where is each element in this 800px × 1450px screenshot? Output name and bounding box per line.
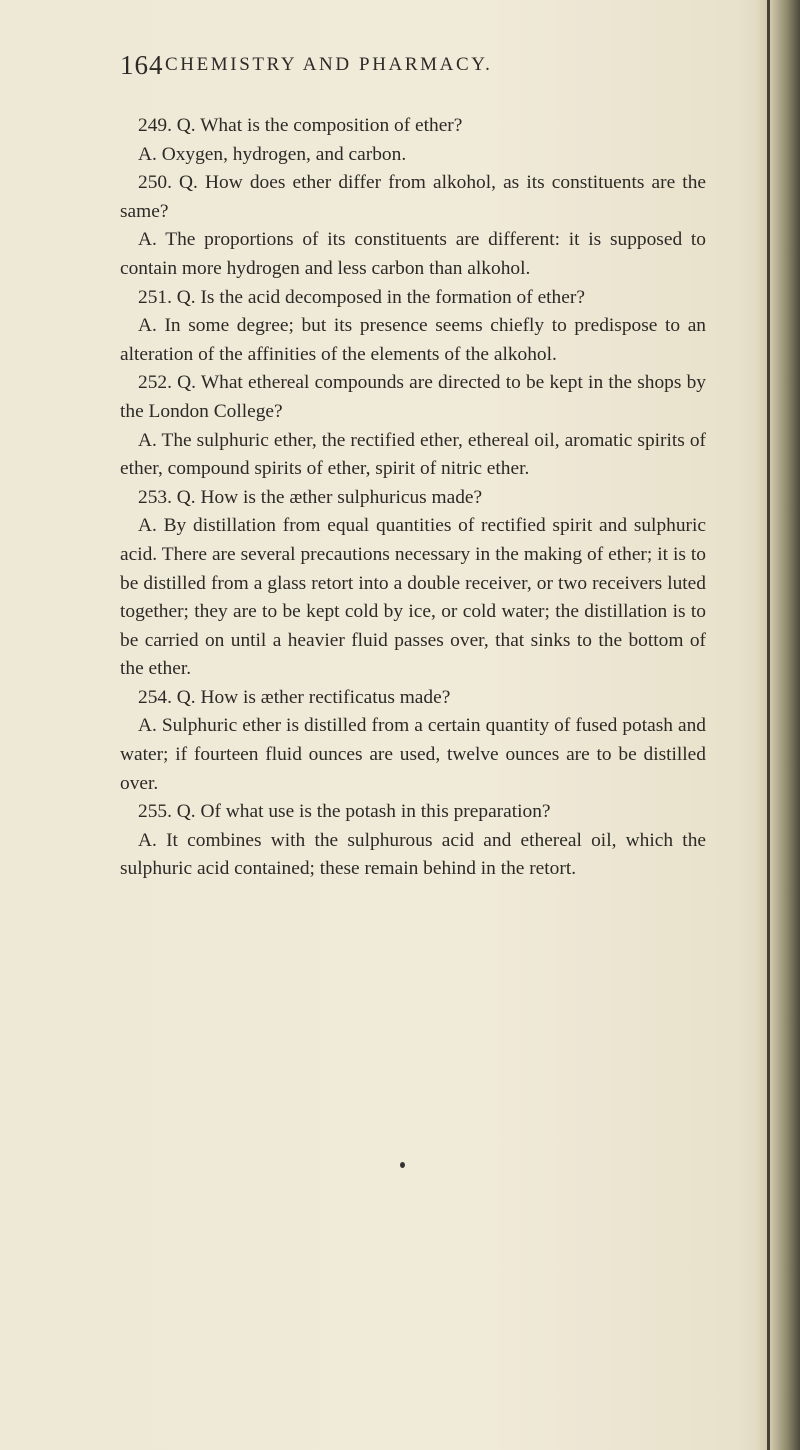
page-edge-shadow — [756, 0, 800, 1450]
question-253: 253. Q. How is the æther sulphuricus made? — [138, 486, 483, 508]
binding-line — [767, 0, 770, 1450]
answer-255: A. It combines with the sulphurous acid and ethereal oil, which the sulphuric acid contained; these remain behind in the retort. — [120, 829, 706, 880]
question-255: 255. Q. Of what use is the potash in this preparation? — [138, 801, 551, 823]
running-head: CHEMISTRY AND PHARMACY. — [165, 54, 493, 75]
ink-speck — [400, 1162, 405, 1168]
question-252: 252. Q. What ethereal compounds are directed to be kept in the shops by the London College? — [120, 372, 706, 422]
answer-254: A. Sulphuric ether is distilled from a certain quantity of fused potash and water; if fourteen fluid ounces are used, twelve ounces are to be distilled over. — [120, 715, 706, 794]
question-254: 254. Q. How is æther rectificatus made? — [138, 686, 451, 708]
question-251: 251. Q. Is the acid decomposed in the formation of ether? — [138, 286, 585, 308]
answer-253: A. By distillation from equal quantities of rectified spirit and sulphuric acid. There are several precautions necessary in the making of ether; it is to be distilled from a glass retort into a double receiver, or two receivers luted together; they are to be kept cold by ice, or cold water; the distillation is to be carried on until a heavier fluid passes over, that sinks to the bottom of the ether. — [120, 515, 706, 680]
answer-250: A. The proportions of its constituents are different: it is supposed to contain more hydrogen and less carbon than alkohol. — [120, 229, 706, 279]
page-header — [120, 50, 710, 90]
page-body — [120, 112, 706, 884]
question-250: 250. Q. How does ether differ from alkohol, as its constituents are the same? — [120, 172, 706, 222]
question-249: 249. Q. What is the composition of ether? — [138, 115, 463, 136]
answer-252: A. The sulphuric ether, the rectified ether, ethereal oil, aromatic spirits of ether, compound spirits of ether, spirit of nitric ether. — [120, 429, 706, 480]
answer-249: A. Oxygen, hydrogen, and carbon. — [138, 143, 407, 165]
page-number: 164 — [120, 50, 164, 80]
answer-251: A. In some degree; but its presence seems chiefly to predispose to an alteration of the affinities of the elements of the alkohol. — [120, 315, 706, 365]
